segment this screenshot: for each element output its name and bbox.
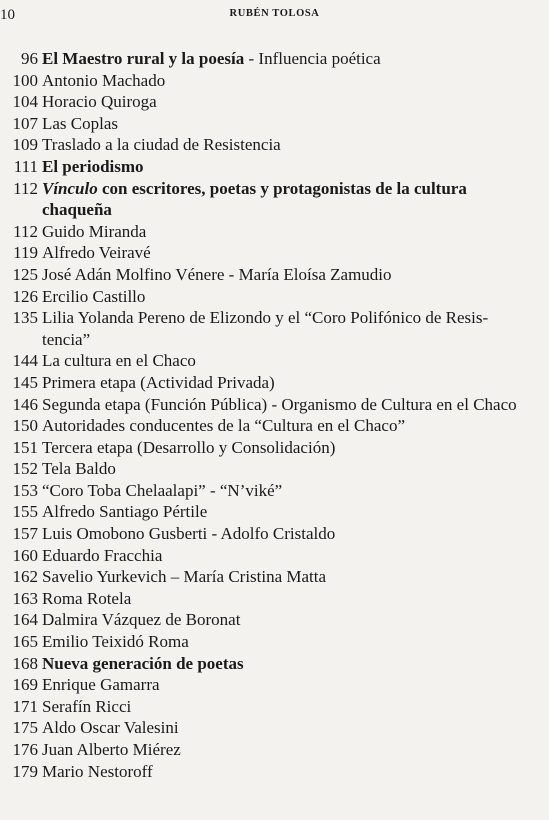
toc-entry-title	[42, 501, 532, 523]
toc-entry-text: “Coro Toba Chelaalapi” - “N’viké”	[42, 480, 283, 500]
toc-entry	[0, 696, 549, 718]
toc-entry-title	[42, 48, 532, 70]
toc-entry-text: Tercera etapa (Desarrollo y Consolidación)	[42, 437, 336, 457]
running-head: RUBÉN TOLOSA	[229, 8, 320, 19]
toc-entry-text: Emilio Teixidó Roma	[42, 632, 189, 652]
toc-entry-text: Ercilio Castillo	[42, 286, 146, 306]
toc-page-number: 165	[12, 632, 38, 652]
toc-entry-text: Autoridades conducentes de la “Cultura en el Chaco”	[42, 416, 406, 436]
toc-entry-text: Serafín Ricci	[42, 696, 132, 716]
toc-entry-text: Alfredo Santiago Pértile	[42, 502, 208, 522]
toc-entry	[0, 761, 549, 783]
toc-entry-text: - Influencia poética	[244, 49, 381, 68]
toc-entry-title	[42, 415, 532, 437]
toc-page-number: 112	[13, 178, 38, 198]
toc-entry	[0, 134, 549, 156]
toc-page-number: 109	[12, 135, 38, 155]
toc-entry	[0, 178, 549, 221]
toc-entry-title	[42, 674, 532, 696]
toc-entry-title	[42, 523, 532, 545]
toc-page-number: 160	[12, 545, 38, 565]
toc-page-number: 146	[12, 394, 38, 414]
toc-entry-title	[42, 609, 532, 631]
toc-entry	[0, 523, 549, 545]
toc-entry	[0, 394, 549, 416]
toc-page-number: 175	[12, 718, 38, 738]
toc-entry-title	[42, 156, 532, 178]
toc-entry-title	[42, 480, 532, 502]
toc-entry	[0, 242, 549, 264]
toc-page-number: 163	[12, 588, 38, 608]
toc-entry-text: Vínculo	[42, 178, 98, 198]
toc-entry-title	[42, 264, 532, 286]
toc-entry-title	[42, 761, 532, 783]
toc-entry-title	[42, 437, 532, 459]
toc-entry-text: El periodismo	[42, 156, 144, 176]
toc-entry	[0, 609, 549, 631]
toc-page-number: 119	[13, 243, 38, 263]
toc-entry	[0, 480, 549, 502]
toc-entry-title	[42, 221, 532, 243]
toc-entry	[0, 501, 549, 523]
toc-entry-title	[42, 307, 532, 350]
toc-entry-text: Mario Nestoroff	[42, 761, 153, 781]
toc-entry	[0, 566, 549, 588]
toc-page-number: 171	[12, 696, 38, 716]
toc-entry	[0, 372, 549, 394]
toc-entry-text: con escritores, poetas y protagonistas de la cultura chaqueña	[42, 178, 467, 220]
toc-page-number: 112	[13, 221, 38, 241]
toc-entry	[0, 286, 549, 308]
toc-entry	[0, 91, 549, 113]
toc-entry-title	[42, 545, 532, 567]
toc-page-number: 144	[12, 351, 38, 371]
toc-entry-title	[42, 178, 532, 221]
toc-entry-title	[42, 113, 532, 135]
toc-entry-text: Alfredo Veiravé	[42, 243, 151, 263]
toc-page-number: 150	[12, 416, 38, 436]
toc-entry-title	[42, 566, 532, 588]
toc-entry-text: Savelio Yurkevich – María Cristina Matta	[42, 567, 327, 587]
toc-entry-text: José Adán Molfino Vénere - María Eloísa Zamudio	[42, 264, 392, 284]
toc-entry-text: El Maestro rural y la poesía	[42, 49, 245, 68]
toc-page-number: 179	[12, 761, 38, 781]
toc-page-number: 107	[12, 113, 38, 133]
toc-entry	[0, 545, 549, 567]
toc-page-number: 168	[12, 653, 38, 673]
toc-page-number: 162	[12, 567, 38, 587]
toc-entry-title	[42, 350, 532, 372]
toc-entry-text: Enrique Gamarra	[42, 675, 160, 695]
toc-page-number: 125	[12, 264, 38, 284]
toc-entry-text: Traslado a la ciudad de Resistencia	[42, 135, 281, 155]
toc-entry	[0, 350, 549, 372]
toc-page-number: 169	[12, 675, 38, 695]
toc-entry-title	[42, 696, 532, 718]
toc-entry	[0, 717, 549, 739]
toc-entry-text: Nueva generación de poetas	[42, 653, 244, 673]
toc-entry	[0, 264, 549, 286]
toc-entry-text: Lilia Yolanda Pereno de Elizondo y el “Coro Polifónico de Resis-tencia”	[42, 308, 489, 349]
toc-entry-text: Primera etapa (Actividad Privada)	[42, 372, 275, 392]
toc-page-number: 100	[12, 70, 38, 90]
toc-entry-text: Guido Miranda	[42, 221, 147, 241]
toc-entry-text: Eduardo Fracchia	[42, 545, 163, 565]
toc-page-number: 164	[12, 610, 38, 630]
toc-entry-text: Luis Omobono Gusberti - Adolfo Cristaldo	[42, 524, 336, 544]
toc-entry	[0, 458, 549, 480]
toc-page-number: 157	[12, 524, 38, 544]
toc-entry-title	[42, 717, 532, 739]
toc-entry-text: Horacio Quiroga	[42, 92, 157, 112]
toc-entry-text: Aldo Oscar Valesini	[42, 718, 179, 738]
toc-entry-title	[42, 631, 532, 653]
toc-entry-title	[42, 134, 532, 156]
toc-entry	[0, 437, 549, 459]
toc-entry	[0, 307, 549, 350]
toc-entry	[0, 739, 549, 761]
toc-page-number: 145	[12, 372, 38, 392]
toc-entry-text: Las Coplas	[42, 113, 119, 133]
toc-entry	[0, 588, 549, 610]
toc-entry-text: Roma Rotela	[42, 588, 132, 608]
toc-entry	[0, 70, 549, 92]
toc-entry-title	[42, 588, 532, 610]
toc-entry-text: Tela Baldo	[42, 459, 116, 479]
toc-entry-title	[42, 242, 532, 264]
table-of-contents	[0, 48, 549, 782]
toc-entry	[0, 48, 549, 70]
toc-entry-title	[42, 739, 532, 761]
toc-entry	[0, 113, 549, 135]
toc-entry-title	[42, 70, 532, 92]
toc-entry-text: Antonio Machado	[42, 70, 166, 90]
toc-page-number: 151	[12, 437, 38, 457]
toc-entry-title	[42, 394, 532, 416]
toc-page-number: 126	[12, 286, 38, 306]
toc-entry	[0, 653, 549, 675]
toc-entry-title	[42, 653, 532, 675]
toc-entry-title	[42, 458, 532, 480]
toc-entry-title	[42, 91, 532, 113]
toc-entry-title	[42, 372, 532, 394]
page-number: 10	[0, 7, 15, 23]
toc-entry-text: Dalmira Vázquez de Boronat	[42, 610, 241, 630]
toc-page-number: 96	[21, 49, 38, 68]
toc-page-number: 111	[13, 156, 38, 176]
toc-page-number: 155	[12, 502, 38, 522]
toc-entry	[0, 156, 549, 178]
toc-page-number: 176	[12, 740, 38, 759]
toc-page-number: 104	[12, 92, 38, 112]
toc-entry-text: La cultura en el Chaco	[42, 351, 196, 371]
toc-page-number: 153	[12, 480, 38, 500]
toc-page-number: 152	[12, 459, 38, 479]
toc-page-number: 135	[12, 308, 38, 328]
toc-entry	[0, 631, 549, 653]
toc-entry	[0, 221, 549, 243]
toc-entry-text: Segunda etapa (Función Pública) - Organismo de Cultura en el Chaco	[42, 394, 517, 414]
toc-entry-text: Juan Alberto Miérez	[42, 740, 181, 759]
toc-entry-title	[42, 286, 532, 308]
toc-entry	[0, 415, 549, 437]
toc-entry	[0, 674, 549, 696]
